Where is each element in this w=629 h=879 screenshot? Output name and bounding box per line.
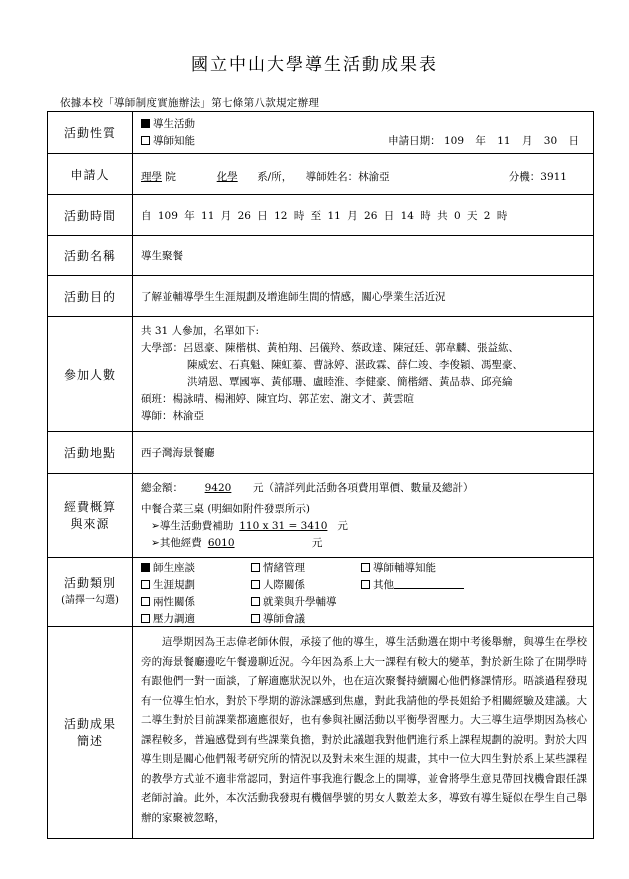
time-label: 活動時間 bbox=[48, 195, 133, 236]
applicant-label: 申請人 bbox=[48, 154, 133, 195]
category-options bbox=[141, 558, 587, 626]
dept-field[interactable]: 化學 bbox=[216, 170, 238, 183]
name-value: 導生聚餐 bbox=[133, 236, 594, 276]
checkbox-empty-icon[interactable] bbox=[141, 597, 150, 606]
checkbox-checked-icon[interactable] bbox=[141, 563, 150, 572]
category-option[interactable]: 兩性關係 bbox=[141, 594, 251, 609]
other-amount[interactable]: 6010 bbox=[207, 536, 235, 549]
arrow-right-icon: ➢ bbox=[151, 519, 160, 532]
other-blank[interactable] bbox=[394, 578, 464, 589]
checkbox-empty-icon[interactable] bbox=[251, 614, 260, 623]
category-option[interactable]: 導師會議 bbox=[251, 611, 361, 626]
purpose-label: 活動目的 bbox=[48, 276, 133, 317]
category-option[interactable]: 師生座談 bbox=[141, 560, 251, 575]
row-category: 活動類別 (請擇一勾選) 師生座談 情緒管理 導師輔導知能 生涯規劃 人際關係 其他 兩性關係 就業與升學輔導 壓力調適 導師會議 bbox=[48, 558, 594, 627]
regulation-basis: 依據本校「導師制度實施辦法」第七條第八款規定辦理 bbox=[60, 97, 320, 109]
row-nature bbox=[48, 112, 594, 154]
subsidy-amount[interactable]: 110 x 31 = 3410 bbox=[239, 519, 328, 532]
row-time bbox=[48, 195, 594, 236]
checkbox-empty-icon[interactable] bbox=[251, 597, 260, 606]
category-option[interactable]: 情緒管理 bbox=[251, 560, 361, 575]
results-text: 這學期因為王志偉老師休假，承接了他的導生，導生活動選在期中考後舉辦，與導生在學校旁的海景餐廳邊吃午餐邊聊近況。今年因為系上大一課程有較大的變革，對於新生除了在開學時有跟他們一對一面談，了解適應狀況以外，也在這次聚餐持續關心他們修課情形。晤談過程發現有一位導生怕水，對於下學期的游泳課感到焦慮，對此我請他的學長姐給予相關經驗及建議。大二導生對於目前課業都適應很好，也有參與社團活動以平衡學習壓力。大三導生這學期因為核心課程較多，普遍感覺到有些課業負擔，對於此議題我對他們進行系上課程規劃的說明。對於大四導生則是關心他們報考研究所的情況以及對未來生涯的規畫，其中一位大四生對於系上某些課程的教學方式並不適非常認同，對這件事我進行觀念上的開導，並會將學生意見帶回找機會跟任課老師討論。此外，本次活動我發現有機個學號的男女人數差太多，導致有導生疑似在學生自己舉辦的家聚被忽略， bbox=[141, 636, 587, 824]
nature-label: 活動性質 bbox=[48, 112, 133, 154]
participants-label: 參加人數 bbox=[48, 317, 133, 432]
row-name bbox=[48, 236, 594, 276]
checkbox-empty-icon[interactable] bbox=[141, 580, 150, 589]
row-participants: 參加人數 共 31 人參加，名單如下: 大學部：呂恩豪、陳楷棋、黃柏翔、呂儀羚、蔡政達、陳冠廷、郭韋麟、張益紘、 陳威宏、石真魁、陳虹蓁、曹詠婷、湛政霖、薛仁竣、李俊穎、馮聖豪、 洪靖恩、覃國寧、黃郁珊、盧睦淮、李健豪、簡楷縉、黃品恭、邱亮綸 碩班：楊詠晴、楊湘婷、陳宜均、郭芷宏、謝文才、黃雲暄 導師：林渝亞 bbox=[48, 317, 594, 432]
category-option[interactable]: 人際關係 bbox=[251, 577, 361, 592]
nature-option-1[interactable]: 導生活動 bbox=[141, 116, 587, 133]
nature-option-2[interactable]: 導師知能 bbox=[141, 133, 195, 150]
category-option-other[interactable]: 其他 bbox=[361, 577, 511, 592]
extension: 分機：3911 bbox=[508, 170, 567, 183]
total-amount[interactable]: 9420 bbox=[204, 481, 232, 494]
checkbox-empty-icon[interactable] bbox=[251, 563, 260, 572]
location-label: 活動地點 bbox=[48, 432, 133, 474]
purpose-value: 了解並輔導學生生涯規劃及增進師生間的情感，關心學業生活近況 bbox=[133, 276, 594, 317]
row-location bbox=[48, 432, 594, 474]
category-option[interactable]: 壓力調適 bbox=[141, 611, 251, 626]
mentor-name: 林渝亞 bbox=[358, 170, 390, 183]
row-results: 活動成果 簡述 這學期因為王志偉老師休假，承接了他的導生，導生活動選在期中考後舉辦，與導生在學校旁的海景餐廳邊吃午餐邊聊近況。今年因為系上大一課程有較大的變革，對於新生除了在開學時有跟他們一對一面談，了解適應狀況以外，也在這次聚餐持續關心他們修課情形。晤談過程發現有一位導生怕水，對於下學期的游泳課感到焦慮，對此我請他的學長姐給予相關經驗及建議。大二導生對於目前課業都適應很好，也有參與社團活動以平衡學習壓力。大三導生這學期因為核心課程較多，普遍感覺到有些課業負擔，對於此議題我對他們進行系上課程規劃的說明。對於大四導生則是關心他們報考研究所的情況以及對未來生涯的規畫，其中一位大四生對於系上某些課程的教學方式並不適非常認同，對這件事我進行觀念上的開導，並會將學生意見帶回找機會跟任課老師討論。此外，本次活動我發現有機個學號的男女人數差太多，導致有導生疑似在學生自己舉辦的家聚被忽略， bbox=[48, 627, 594, 839]
category-option[interactable]: 生涯規劃 bbox=[141, 577, 251, 592]
checkbox-empty-icon[interactable] bbox=[251, 580, 260, 589]
name-label: 活動名稱 bbox=[48, 236, 133, 276]
checkbox-empty-icon[interactable] bbox=[361, 563, 370, 572]
checkbox-empty-icon[interactable] bbox=[361, 580, 370, 589]
apply-date: 申請日期： 109 年 11 月 30 日 bbox=[388, 134, 579, 147]
row-budget: 經費概算 與來源 總金額： 9420 元（請詳列此活動各項費用單價、數量及總計） 中餐合菜三桌 (明細如附件發票所示) ➢導生活動費補助 110 x 31 = 3410 元 ➢其他經費 6010 元 bbox=[48, 474, 594, 558]
category-option[interactable]: 就業與升學輔導 bbox=[251, 594, 361, 609]
checkbox-checked-icon[interactable] bbox=[141, 119, 150, 128]
time-value: 自 109 年 11 月 26 日 12 時 至 11 月 26 日 14 時 共 0 天 2 時 bbox=[141, 209, 508, 222]
college-field[interactable]: 理學 bbox=[141, 170, 162, 183]
page-title: 國立中山大學導生活動成果表 bbox=[191, 55, 438, 75]
checkbox-empty-icon[interactable] bbox=[141, 136, 150, 145]
row-applicant: 申請人 理學 院 化學 系/所， 導師姓名：林渝亞 分機：3911 bbox=[48, 154, 594, 195]
arrow-right-icon: ➢ bbox=[151, 536, 160, 549]
row-purpose bbox=[48, 276, 594, 317]
checkbox-empty-icon[interactable] bbox=[141, 614, 150, 623]
location-value: 西子灣海景餐廳 bbox=[133, 432, 594, 474]
result-form bbox=[47, 111, 594, 839]
category-option[interactable]: 導師輔導知能 bbox=[361, 560, 511, 575]
